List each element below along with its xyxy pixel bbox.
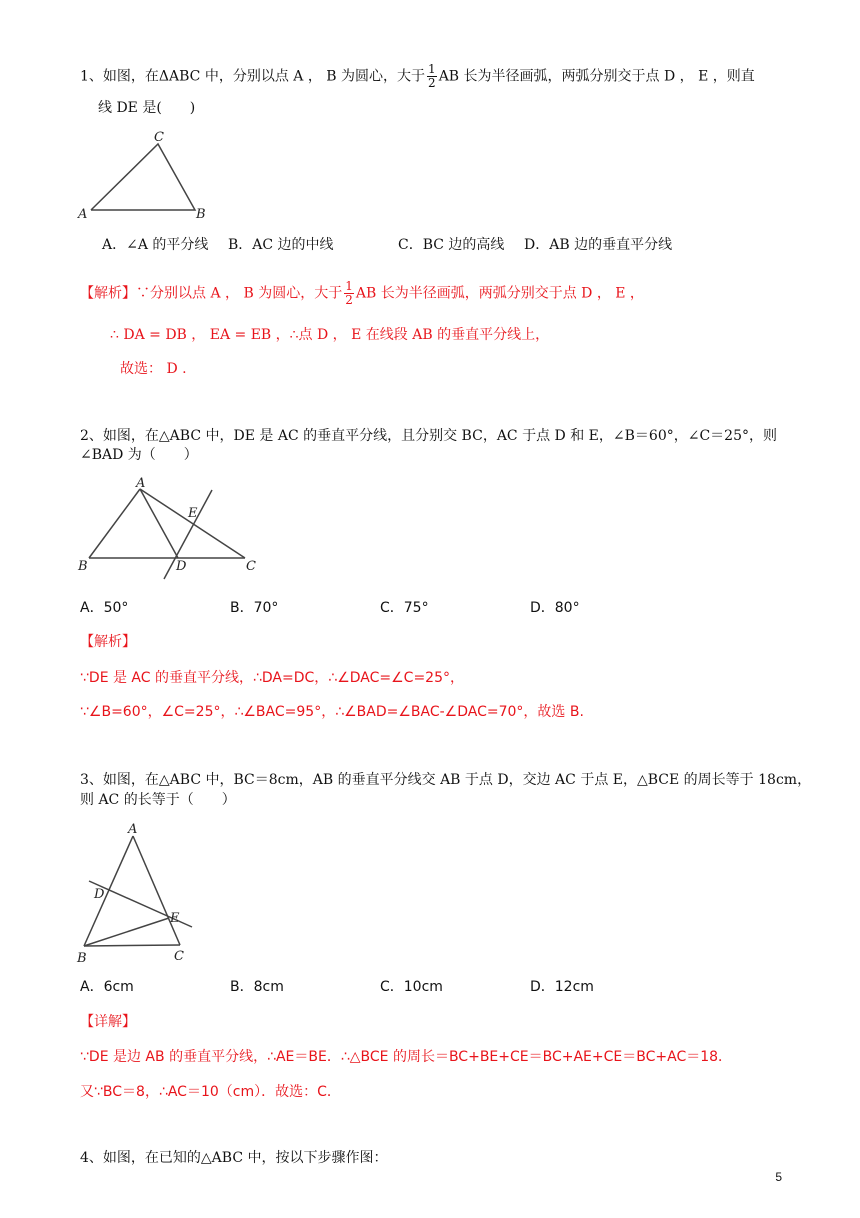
- q1-analysis-part-a: 【解析】∵分别以点 A ， B 为圆心，大于: [80, 285, 343, 302]
- q1-analysis-fraction: [344, 280, 354, 307]
- q2-analysis-line1: ∵DE 是 AC 的垂直平分线，∴DA=DC，∴∠DAC=∠C=25°，: [80, 670, 464, 686]
- q1-stem-line1: [80, 63, 755, 90]
- q2-label-a: A: [136, 476, 146, 491]
- q1-analysis-part-b: AB 长为半径画弧，两弧分别交于点 D ， E ，: [355, 285, 644, 302]
- q1-figure: [76, 130, 216, 220]
- q1-frac-den: 2: [428, 76, 436, 90]
- q1-analysis-line3: 故选： D .: [120, 361, 187, 377]
- q2-analysis-line2: ∵∠B=60°，∠C=25°，∴∠BAC=95°，∴∠BAD=∠BAC-∠DAC=70°，故选 B.: [80, 704, 584, 720]
- q3-label-d: D: [94, 887, 105, 902]
- q2-analysis-title: 【解析】: [80, 634, 136, 650]
- q4-stem-line1: 4、如图，在已知的△ABC 中，按以下步骤作图：: [80, 1150, 388, 1166]
- q1-label-b: B: [196, 207, 206, 220]
- q3-analysis-line1: ∵DE 是边 AB 的垂直平分线，∴AE＝BE．∴△BCE 的周长＝BC+BE+CE＝BC+AE+CE＝BC+AC＝18．: [80, 1049, 733, 1065]
- q1-frac-num: 1: [428, 62, 436, 76]
- q3-option-a: A．6cm: [80, 979, 134, 995]
- q3-stem-line1: 3、如图，在△ABC 中，BC＝8cm，AB 的垂直平分线交 AB 于点 D，交边 AC 于点 E，△BCE 的周长等于 18cm，: [80, 772, 812, 788]
- q1-option-b: B．AC 边的中线: [228, 237, 334, 253]
- q1-option-a: A．∠A 的平分线: [102, 237, 209, 253]
- q3-option-c: C．10cm: [380, 979, 443, 995]
- q2-label-d: D: [176, 559, 187, 574]
- q3-option-d: D．12cm: [530, 979, 594, 995]
- q1-label-a: A: [78, 207, 88, 220]
- q2-label-b: B: [78, 559, 88, 574]
- q1-analysis-line1: [80, 280, 644, 307]
- q2-option-c: C．75°: [380, 600, 429, 616]
- q1-analysis-frac-num: 1: [345, 279, 353, 293]
- q2-option-b: B．70°: [230, 600, 279, 616]
- q3-option-b: B．8cm: [230, 979, 284, 995]
- q1-stem-part-b: AB 长为半径画弧，两弧分别交于点 D ， E ，则直: [438, 68, 755, 85]
- q1-option-d: D．AB 边的垂直平分线: [524, 237, 673, 253]
- q1-stem-part-a: 1、如图，在ΔABC 中，分别以点 A ， B 为圆心，大于: [80, 68, 426, 85]
- q2-label-e: E: [188, 506, 198, 521]
- q3-label-a: A: [128, 822, 138, 837]
- q2-stem-line1: 2、如图，在△ABC 中，DE 是 AC 的垂直平分线，且分别交 BC，AC 于点 D 和 E，∠B＝60°，∠C＝25°，则: [80, 428, 777, 444]
- q2-stem-line2: ∠BAD 为（ ）: [80, 447, 198, 463]
- q1-stem-line2: 线 DE 是( ): [98, 100, 196, 116]
- q1-fraction: [427, 63, 437, 90]
- q1-label-c: C: [154, 130, 164, 145]
- q2-option-a: A．50°: [80, 600, 129, 616]
- q3-figure: [74, 820, 204, 965]
- q3-analysis-title: 【详解】: [80, 1014, 136, 1030]
- page-number: 5: [775, 1170, 782, 1184]
- q2-label-c: C: [246, 559, 256, 574]
- q3-label-b: B: [77, 951, 87, 965]
- q3-analysis-line2: 又∵BC＝8，∴AC＝10（cm）．故选：C．: [80, 1084, 341, 1100]
- q1-option-c: C．BC 边的高线: [398, 237, 505, 253]
- q2-figure: [74, 475, 264, 585]
- q1-analysis-line2: ∴ DA = DB ， EA = EB ，∴点 D ， E 在线段 AB 的垂直平分线上，: [110, 327, 550, 343]
- q3-stem-line2: 则 AC 的长等于（ ）: [80, 792, 236, 808]
- q1-analysis-frac-den: 2: [345, 293, 353, 307]
- q2-option-d: D．80°: [530, 600, 580, 616]
- q3-label-c: C: [174, 949, 184, 964]
- q3-label-e: E: [170, 911, 180, 926]
